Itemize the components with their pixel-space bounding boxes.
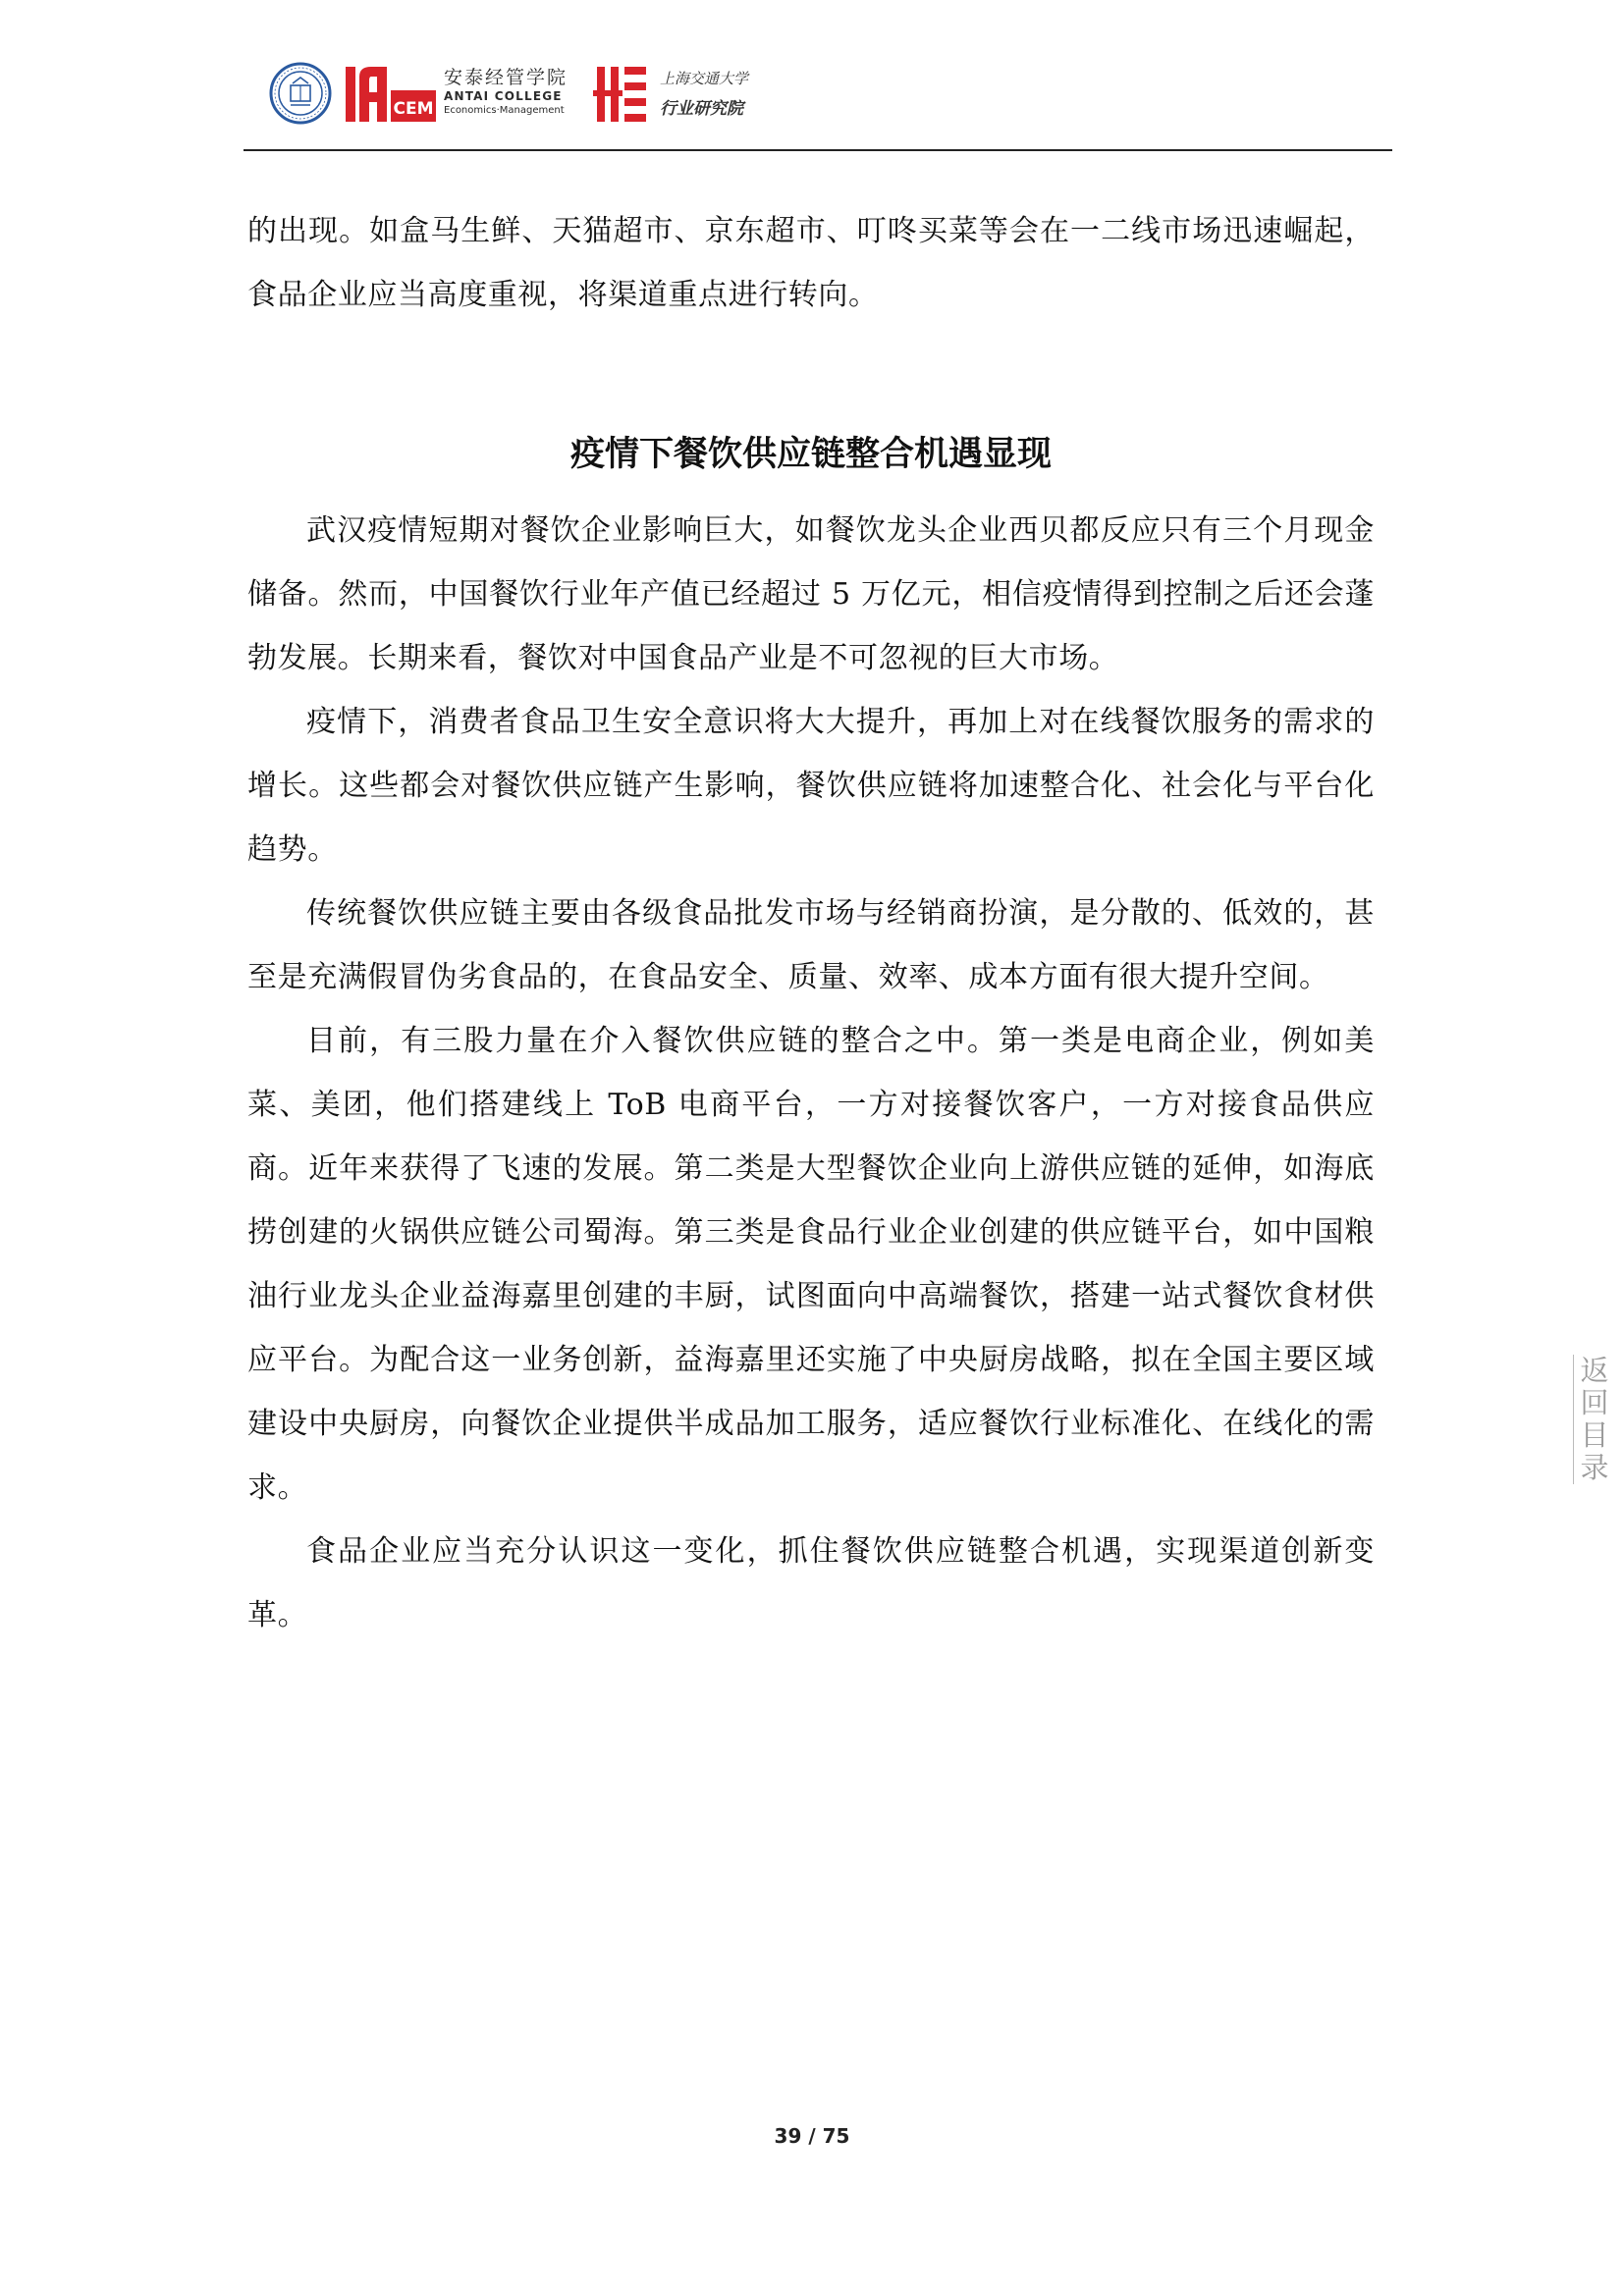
- body-paragraph: 疫情下，消费者食品卫生安全意识将大大提升，再加上对在线餐饮服务的需求的增长。这些都会对餐饮供应链产生影响，餐饮供应链将加速整合化、社会化与平台化趋势。: [247, 705, 1375, 867]
- page-header: [244, 55, 1392, 149]
- back-to-toc-char: 返: [1580, 1354, 1609, 1387]
- college-name-block: [444, 67, 589, 117]
- back-to-toc-char: 回: [1580, 1386, 1609, 1419]
- body-paragraph: 传统餐饮供应链主要由各级食品批发市场与经销商扮演，是分散的、低效的，甚至是充满假冒伪劣食品的，在食品安全、质量、效率、成本方面有很大提升空间。: [247, 896, 1375, 994]
- svg-text:CEM: CEM: [393, 99, 434, 119]
- industry-institute-logo-icon: [593, 63, 650, 126]
- page-number: 39 / 75: [774, 2124, 850, 2148]
- section-title: 疫情下餐饮供应链整合机遇显现: [569, 434, 1052, 474]
- back-to-toc-char: 录: [1580, 1451, 1609, 1484]
- back-to-toc-char: 目: [1580, 1418, 1609, 1452]
- institute-name-cn: 行业研究院: [660, 99, 743, 119]
- back-to-toc-link[interactable]: [1573, 1355, 1613, 1484]
- article-body: [247, 499, 1375, 1647]
- acem-logo-icon: [344, 63, 438, 126]
- college-tagline-en: Economics·Management: [444, 105, 565, 116]
- college-name-cn: 安泰经管学院: [444, 67, 568, 88]
- body-paragraph: 目前，有三股力量在介入餐饮供应链的整合之中。第一类是电商企业，例如美菜、美团，他们搭建线上 ToB 电商平台，一方对接餐饮客户，一方对接食品供应商。近年来获得了飞速的发展。第二类是大型餐饮企业向上游供应链的延伸，如海底捞创建的火锅供应链公司蜀海。第三类是食品行业企业创建的供应链平台，如中国粮油行业龙头企业益海嘉里创建的丰厨，试图面向中高端餐饮，搭建一站式餐饮食材供应平台。为配合这一业务创新，益海嘉里还实施了中央厨房战略，拟在全国主要区域建设中央厨房，向餐饮企业提供半成品加工服务，适应餐饮行业标准化、在线化的需求。: [247, 1024, 1375, 1505]
- header-divider: [244, 149, 1392, 151]
- body-paragraph: 食品企业应当充分认识这一变化，抓住餐饮供应链整合机遇，实现渠道创新变革。: [247, 1534, 1375, 1632]
- university-name-cn: 上海交通大学: [660, 70, 749, 87]
- institute-name-block: [660, 67, 778, 122]
- body-paragraph: 武汉疫情短期对餐饮企业影响巨大，如餐饮龙头企业西贝都反应只有三个月现金储备。然而，中国餐饮行业年产值已经超过 5 万亿元，相信疫情得到控制之后还会蓬勃发展。长期来看，餐饮对中国食品产业是不可忽视的巨大市场。: [247, 513, 1375, 675]
- sjtu-seal-icon: [269, 62, 332, 125]
- intro-paragraph: 的出现。如盒马生鲜、天猫超市、京东超市、叮咚买菜等会在一二线市场迅速崛起，食品企业应当高度重视，将渠道重点进行转向。: [247, 214, 1375, 312]
- college-name-en: ANTAI COLLEGE: [444, 89, 563, 103]
- section-title-block: [247, 419, 1375, 490]
- intro-block: [247, 199, 1375, 327]
